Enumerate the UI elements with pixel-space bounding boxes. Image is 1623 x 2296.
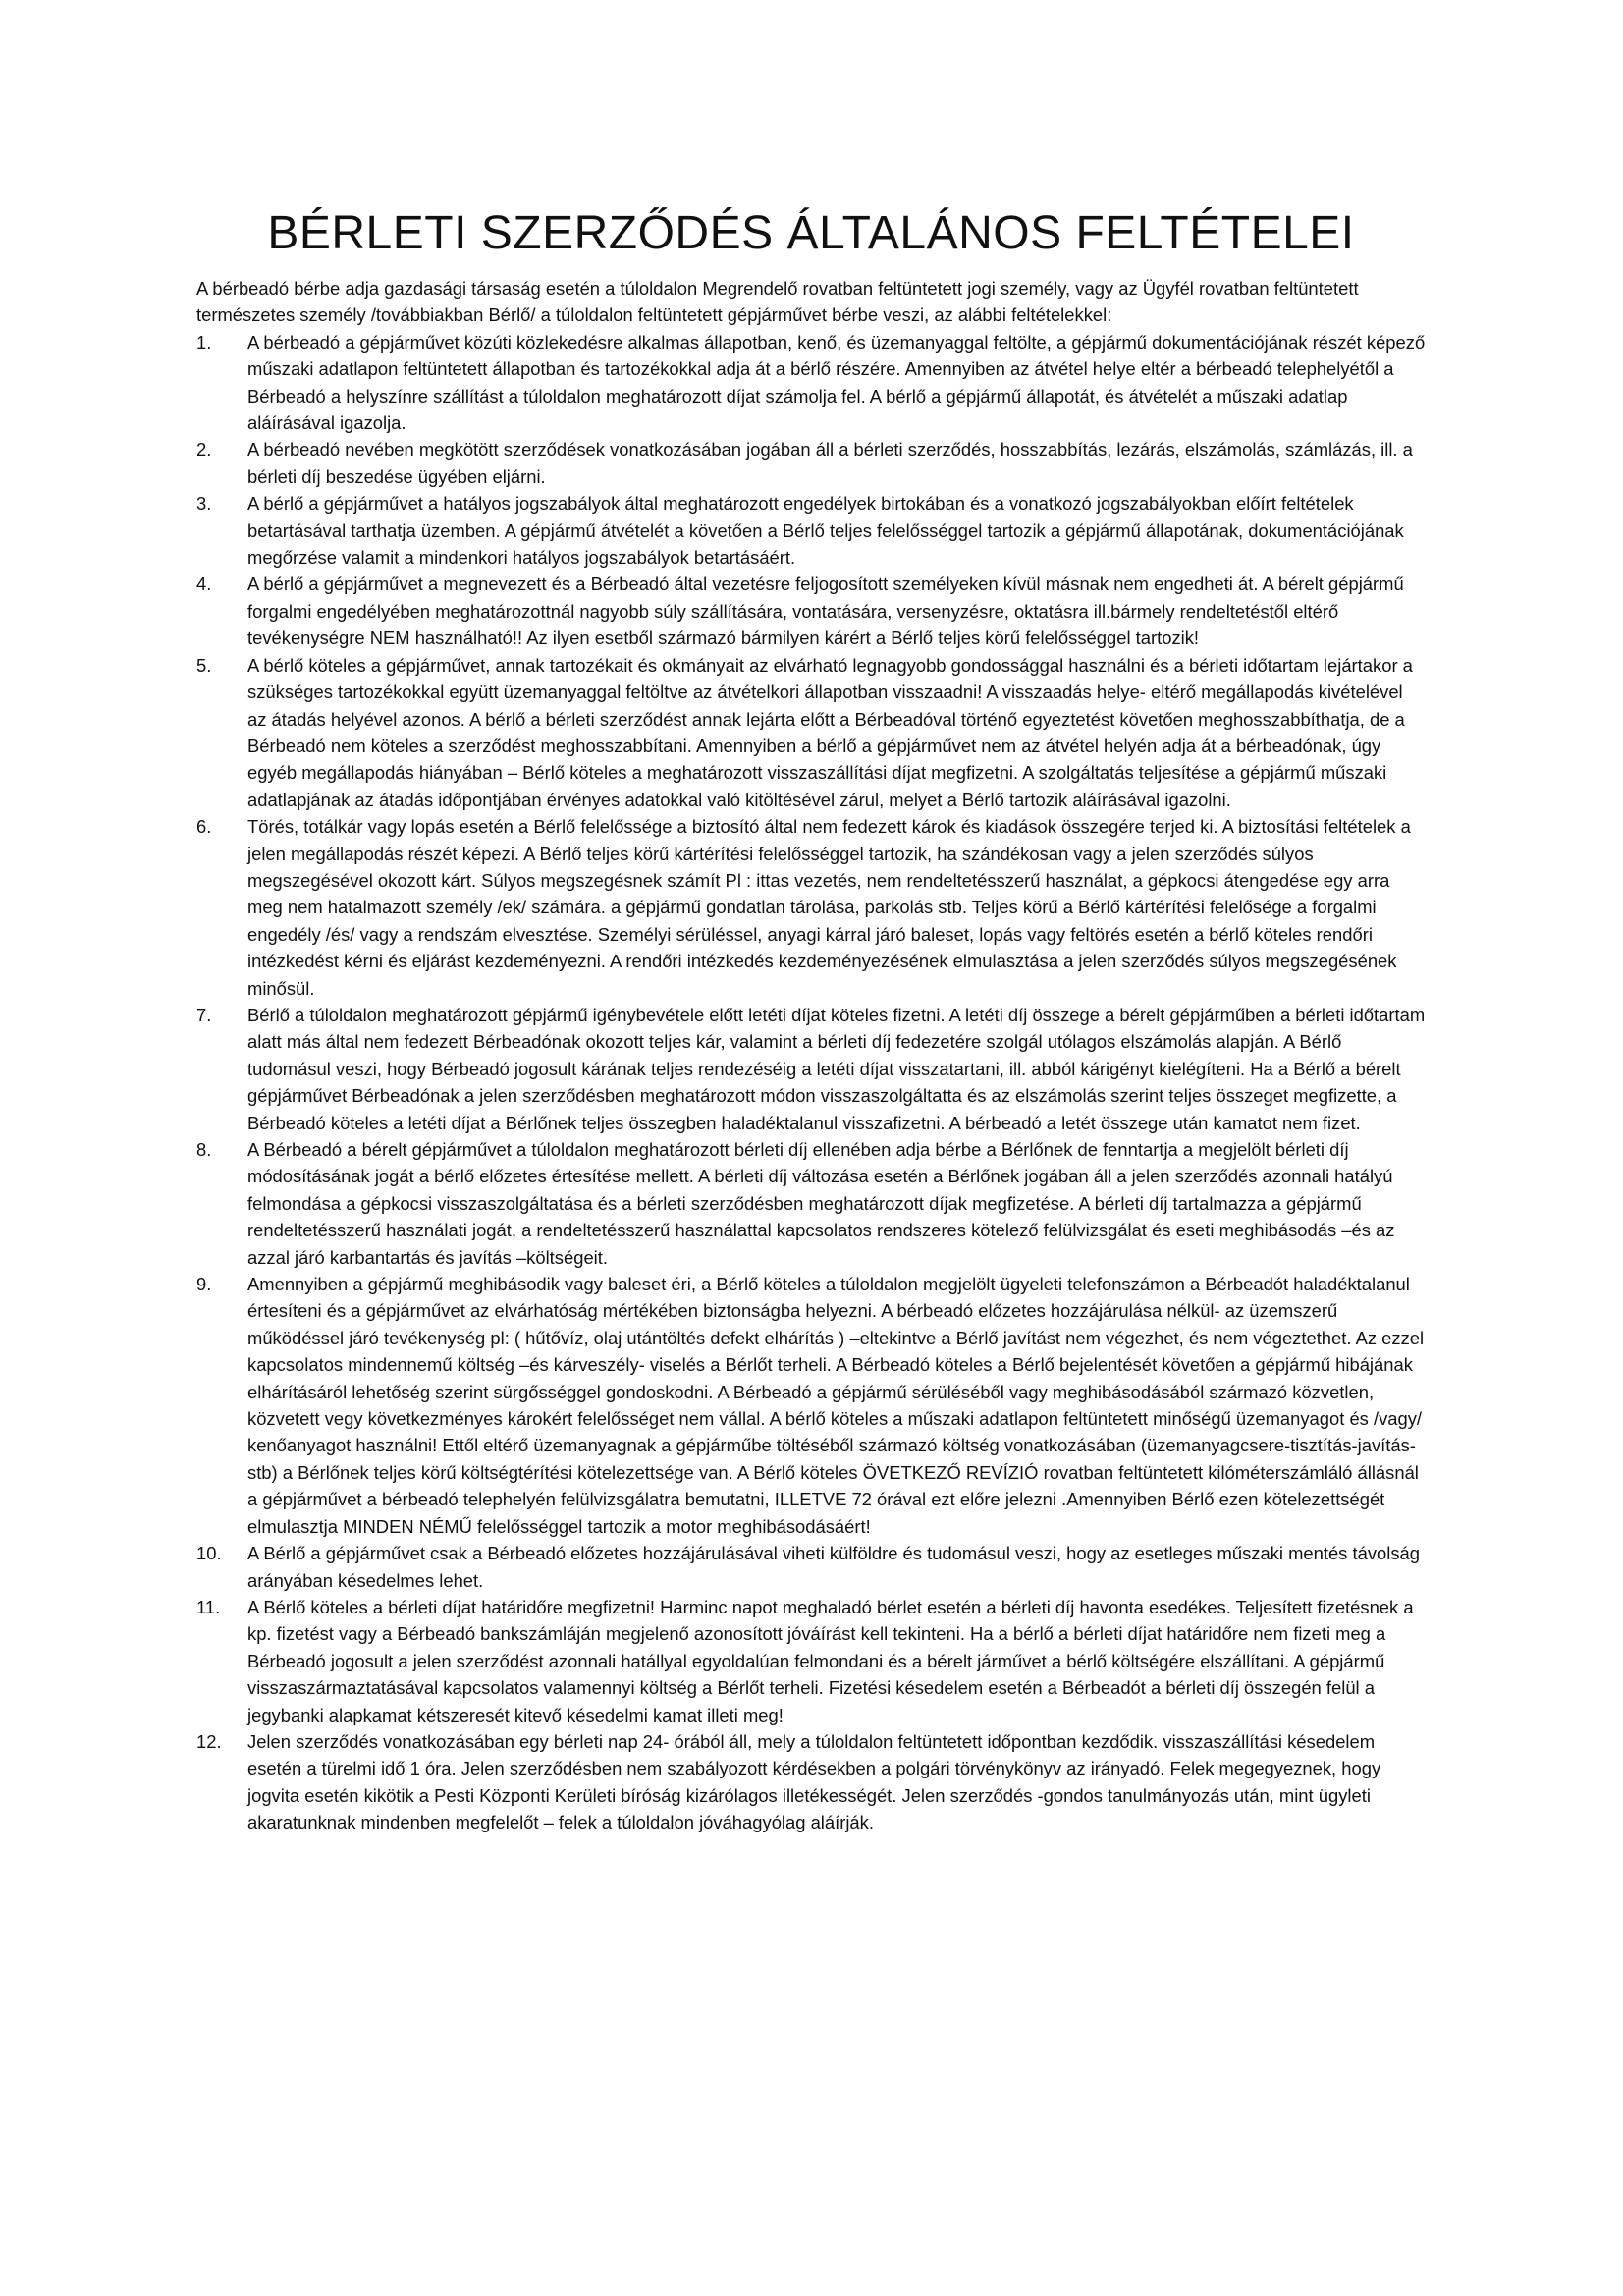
- clause-text: A Bérbeadó a bérelt gépjárművet a túloldalon meghatározott bérleti díj ellenében adja bérbe a Bérlőnek de fenntartja a megjelölt bérleti díj módosításának jogát a bérlő előzetes értesítése mellett. A bérleti díj változása esetén a Bérlőnek jogában áll a jelen szerződés azonnali hatályú felmondása a gépkocsi visszaszolgáltatása és a bérleti szerződésben meghatározott díjak megfizetése. A bérleti díj tartalmazza a gépjármű rendeltetésszerű használati jogát, a rendeltetésszerű használattal kapcsolatos rendszeres kötelező felülvizsgálat és eseti meghibásodás –és az azzal járó karbantartás és javítás –költségeit.: [247, 1139, 1395, 1268]
- clause-number: 7.: [196, 1004, 212, 1025]
- clause-item: [196, 1594, 1426, 1728]
- clause-item: [196, 436, 1426, 490]
- clause-text: Jelen szerződés vonatkozásában egy bérleti nap 24- órából áll, mely a túloldalon feltüntetett időpontban kezdődik. visszaszállítási késedelem esetén a türelmi idő 1 óra. Jelen szerződésben nem szabályozott kérdésekben a polgári törvénykönyv az irányadó. Felek megegyeznek, hogy jogvita esetén kikötik a Pesti Központi Kerületi bíróság kizárólagos illetékességét. Jelen szerződés -gondos tanulmányozás után, mint ügyleti akaratunknak mindenben megfelelőt – felek a túloldalon jóváhagyólag aláírják.: [247, 1730, 1381, 1833]
- clause-number: 8.: [196, 1139, 212, 1160]
- clause-text: A Bérlő köteles a bérleti díjat határidőre megfizetni! Harminc napot meghaladó bérlet esetén a bérleti díj havonta esedékes. Teljesített fizetésnek a kp. fizetést vagy a Bérbeadó bankszámláján megjelenő azonosított jóváírást kell tekinteni. Ha a bérlő a bérleti díjat határidőre nem fizeti meg a Bérbeadó jogosult a jelen szerződést azonnali hatállyal egyoldalúan felmondani és a bérelt járművet a bérlő költségére elszállítani. A gépjármű visszaszármaztatásával kapcsolatos valamennyi költség a Bérlőt terheli. Fizetési késedelem esetén a Bérbeadót a bérleti díj összegén felül a jegybanki alapkamat kétszeresét kitevő késedelmi kamat illeti meg!: [247, 1596, 1414, 1725]
- document-intro: A bérbeadó bérbe adja gazdasági társaság esetén a túloldalon Megrendelő rovatban feltüntetett jogi személy, vagy az Ügyfél rovatban feltüntetett természetes személy /továbbiakban Bérlő/ a túloldalon feltüntetett gépjárművet bérbe veszi, az alábbi feltételekkel:: [196, 278, 1359, 326]
- clause-item: [196, 1540, 1426, 1594]
- clause-text: Bérlő a túloldalon meghatározott gépjármű igénybevétele előtt letéti díjat köteles fizetni. A letéti díj összege a bérelt gépjárműben a bérleti időtartam alatt más által nem fedezett Bérbeadónak okozott teljes kár, valamint a bérleti díj fedezetére szolgál utólagos elszámolás alapján. A Bérlő tudomásul veszi, hogy Bérbeadó jogosult kárának teljes rendezéséig a letéti díjat visszatartani, ill. abból kárigényt kielégíteni. Ha a Bérlő a bérelt gépjárművet Bérbeadónak a jelen szerződésben meghatározott módon visszaszolgáltatta és az elszámolás szerint teljes összeget megfizette, a Bérbeadó köteles a letéti díjat a Bérlőnek teljes összegben haladéktalanul visszafizetni. A bérbeadó a letét összege után kamatot nem fizet.: [247, 1004, 1426, 1133]
- clause-text: A Bérlő a gépjárművet csak a Bérbeadó előzetes hozzájárulásával viheti külföldre és tudomásul veszi, hogy az esetleges műszaki mentés távolság arányában késedelmes lehet.: [247, 1543, 1420, 1591]
- clause-item: [196, 652, 1426, 813]
- clause-list: [196, 329, 1426, 1836]
- clause-text: A bérbeadó nevében megkötött szerződések vonatkozásában jogában áll a bérleti szerződés, hosszabbítás, lezárás, elszámolás, számlázás, ill. a bérleti díj beszedése ügyében eljárni.: [247, 439, 1413, 487]
- document-title: BÉRLETI SZERZŐDÉS ÁLTALÁNOS FELTÉTELEI: [267, 207, 1355, 259]
- clause-number: 2.: [196, 439, 212, 461]
- clause-text: A bérlő köteles a gépjárművet, annak tartozékait és okmányait az elvárható legnagyobb gondossággal használni és a bérleti időtartam lejártakor a szükséges tartozékokkal együtt üzemanyaggal feltöltve az átvételkori állapotban visszaadni! A visszaadás helye- eltérő megállapodás kivételével az átadás helyével azonos. A bérlő a bérleti szerződést annak lejárta előtt a Bérbeadóval történő egyeztetést követően meghosszabbíthatja, de a Bérbeadó nem köteles a szerződést meghosszabbítani. Amennyiben a bérlő a gépjárművet nem az átvétel helyén adja át a bérbeadónak, úgy egyéb megállapodás hiányában – Bérlő köteles a meghatározott visszaszállítási díjat megfizetni. A szolgáltatás teljesítése a gépjármű műszaki adatlapjának az átadás időpontjában érvényes adatokkal való kitöltésével zárul, melyet a Bérlő tartozik aláírásával igazolni.: [247, 654, 1413, 810]
- clause-number: 3.: [196, 493, 212, 515]
- clause-number: 11.: [196, 1596, 221, 1617]
- clause-item: [196, 1136, 1426, 1271]
- clause-number: 5.: [196, 654, 212, 676]
- document-page: [196, 206, 1426, 1836]
- clause-text: A bérlő a gépjárművet a megnevezett és a Bérbeadó által vezetésre feljogosított személyeken kívül másnak nem engedheti át. A bérelt gépjármű forgalmi engedélyében meghatározottnál nagyobb súly szállítására, vontatására, versenyzésre, oktatásra ill.bármely rendeltetéstől eltérő tevékenységre NEM használható!! Az ilyen esetből származó bármilyen kárért a Bérlő teljes körű felelősséggel tartozik!: [247, 574, 1404, 649]
- clause-item: [196, 1002, 1426, 1136]
- clause-text: A bérbeadó a gépjárművet közúti közlekedésre alkalmas állapotban, kenő, és üzemanyaggal feltölte, a gépjármű dokumentációjának részét képező műszaki adatlapon feltüntetett állapotban és tartozékokkal adja át a bérlő részére. Amennyiben az átvétel helye eltér a bérbeadó telephelyétől a Bérbeadó a helyszínre szállítást a túloldalon meghatározott díjat számolja fel. A bérlő a gépjármű állapotát, és átvételét a műszaki adatlap aláírásával igazolja.: [247, 331, 1426, 434]
- clause-item: [196, 1728, 1426, 1836]
- clause-number: 6.: [196, 816, 212, 838]
- clause-number: 10.: [196, 1543, 222, 1564]
- clause-item: [196, 1271, 1426, 1540]
- clause-item: [196, 329, 1426, 437]
- clause-number: 9.: [196, 1274, 212, 1295]
- clause-number: 12.: [196, 1730, 222, 1752]
- clause-text: A bérlő a gépjárművet a hatályos jogszabályok által meghatározott engedélyek birtokában és a vonatkozó jogszabályokban előírt feltételek betartásával tarthatja üzemben. A gépjármű átvételét a követően a Bérlő teljes felelősséggel tartozik a gépjármű állapotának, dokumentációjának megőrzése valamit a mindenkori hatályos jogszabályok betartásáért.: [247, 493, 1404, 569]
- clause-text: Törés, totálkár vagy lopás esetén a Bérlő felelőssége a biztosító által nem fedezett károk és kiadások összegére terjed ki. A biztosítási feltételek a jelen megállapodás részét képezi. A Bérlő teljes körű kártérítési felelősséggel tartozik, ha szándékosan vagy a jelen szerződés súlyos megszegésével okozott kárt. Súlyos megszegésnek számít Pl : ittas vezetés, nem rendeltetésszerű használat, a gépkocsi átengedése egy arra meg nem hatalmazott személy /ek/ számára. a gépjármű gondatlan tárolása, parkolás stb. Teljes körű a Bérlő kártérítési felelősége a forgalmi engedély /és/ vagy a rendszám elvesztése. Személyi sérüléssel, anyagi kárral járó baleset, lopás vagy feltörés esetén a bérlő köteles rendőri intézkedést kérni és eljárást kezdeményezni. A rendőri intézkedés kezdeményezésének elmulasztása a jelen szerződés súlyos megszegésének minősül.: [247, 816, 1411, 999]
- clause-item: [196, 490, 1426, 571]
- clause-item: [196, 571, 1426, 651]
- clause-number: 4.: [196, 574, 212, 595]
- clause-number: 1.: [196, 331, 212, 353]
- clause-text: Amennyiben a gépjármű meghibásodik vagy baleset éri, a Bérlő köteles a túloldalon megjelölt ügyeleti telefonszámon a Bérbeadót haladéktalanul értesíteni és a gépjárművet az elvárhatóság mértékében biztonságba helyezni. A bérbeadó előzetes hozzájárulása nélkül- az üzemszerű működéssel járó tevékenység pl: ( hűtővíz, olaj utántöltés defekt elhárítás ) –eltekintve a Bérlő javítást nem végezhet, és nem végeztethet. Az ezzel kapcsolatos mindennemű költség –és kárveszély- viselés a Bérlőt terheli. A Bérbeadó köteles a Bérlő bejelentését követően a gépjármű hibájának elhárításáról lehetőség szerint sürgősséggel gondoskodni. A Bérbeadó a gépjármű sérüléséből vagy meghibásodásából származó közvetlen, közvetett vegy következményes károkért felelősséget nem vállal. A bérlő köteles a műszaki adatlapon feltüntetett minőségű üzemanyagot és /vagy/ kenőanyagot használni! Ettől eltérő üzemanyagnak a gépjárműbe töltéséből származó költség vonatkozásában (üzemanyagcsere-tisztítás-javítás-stb) a Bérlőnek teljes körű költségtérítési kötelezettsége van. A Bérlő köteles ÖVETKEZŐ REVÍZIÓ rovatban feltüntetett kilóméterszámláló állásnál a gépjárművet a bérbeadó telephelyén felülvizsgálatra bemutatni, ILLETVE 72 órával ezt előre jelezni .Amennyiben Bérlő ezen kötelezettségét elmulasztja MINDEN NÉMŰ felelősséggel tartozik a motor meghibásodásáért!: [247, 1274, 1425, 1537]
- clause-item: [196, 813, 1426, 1002]
